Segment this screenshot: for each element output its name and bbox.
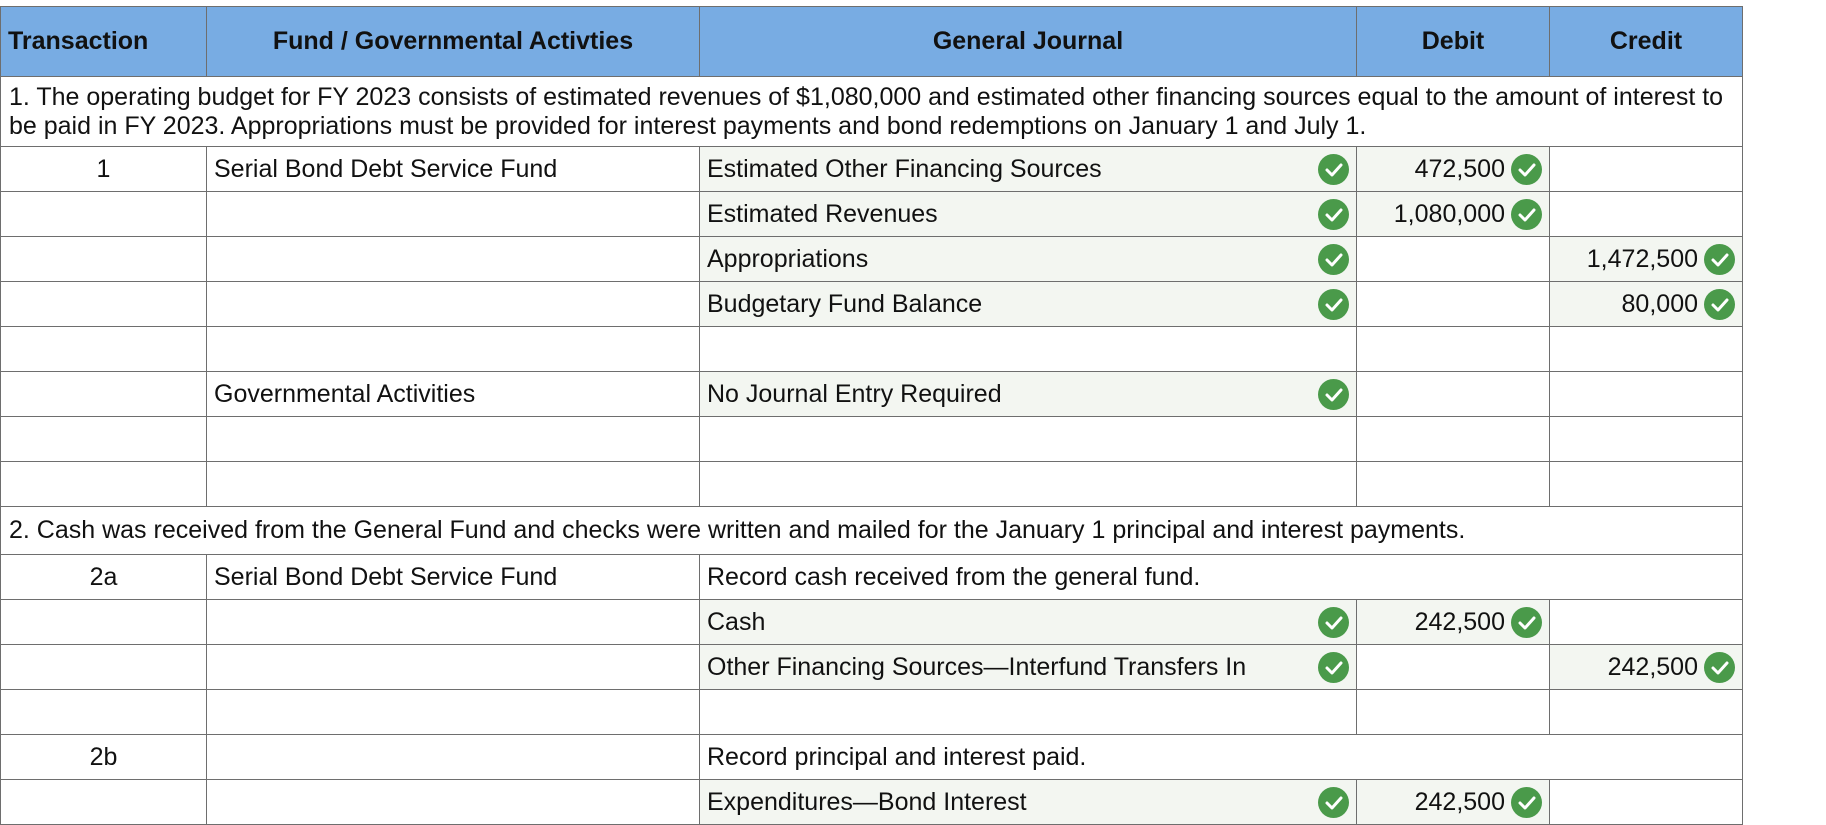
debit-cell[interactable] — [1357, 327, 1550, 372]
check-icon — [1704, 289, 1735, 320]
credit-cell[interactable] — [1550, 147, 1743, 192]
account-cell[interactable] — [700, 600, 1357, 645]
section-1-description: 1. The operating budget for FY 2023 consists of estimated revenues of $1,080,000 and estimated other financing sources equal to the amount of interest to be paid in FY 2023. Appropriations must be provided for interest payments and bond redemptions on January 1 and July 1. — [1, 77, 1743, 147]
debit-value: 242,500 — [1414, 787, 1505, 816]
debit-value: 1,080,000 — [1393, 199, 1505, 228]
check-icon — [1318, 154, 1349, 185]
table-row-empty — [1, 462, 1743, 507]
credit-cell[interactable] — [1550, 600, 1743, 645]
fund-name: Serial Bond Debt Service Fund — [207, 555, 700, 600]
account-cell[interactable] — [700, 192, 1357, 237]
credit-value: 80,000 — [1621, 289, 1698, 318]
check-icon — [1511, 154, 1542, 185]
account-name: Cash — [707, 607, 766, 636]
table-row — [1, 645, 1743, 690]
transaction-number-empty — [1, 237, 207, 282]
table-row-empty — [1, 417, 1743, 462]
table-row — [1, 555, 1743, 600]
entry-note: Record principal and interest paid. — [700, 735, 1743, 780]
check-icon — [1318, 787, 1349, 818]
section-1-description-row — [1, 77, 1743, 147]
section-2-description-row — [1, 507, 1743, 555]
debit-value: 472,500 — [1414, 154, 1505, 183]
transaction-number: 2a — [1, 555, 207, 600]
journal-table — [0, 6, 1743, 825]
transaction-number: 2b — [1, 735, 207, 780]
fund-name-empty — [207, 600, 700, 645]
account-name: Estimated Revenues — [707, 199, 938, 228]
debit-cell[interactable] — [1357, 690, 1550, 735]
credit-cell[interactable] — [1550, 327, 1743, 372]
header-row — [1, 7, 1743, 77]
credit-cell[interactable] — [1550, 192, 1743, 237]
account-cell[interactable] — [700, 462, 1357, 507]
account-cell[interactable] — [700, 417, 1357, 462]
fund-name: Serial Bond Debt Service Fund — [207, 147, 700, 192]
fund-name-empty — [207, 237, 700, 282]
header-transaction: Transaction — [1, 7, 207, 77]
check-icon — [1318, 379, 1349, 410]
debit-cell[interactable] — [1357, 462, 1550, 507]
fund-name-empty — [207, 780, 700, 825]
credit-cell[interactable] — [1550, 645, 1743, 690]
table-row-empty — [1, 327, 1743, 372]
debit-cell[interactable] — [1357, 417, 1550, 462]
fund-name: Governmental Activities — [207, 372, 700, 417]
table-row — [1, 735, 1743, 780]
fund-name-empty — [207, 192, 700, 237]
credit-cell[interactable] — [1550, 282, 1743, 327]
check-icon — [1318, 199, 1349, 230]
transaction-number-empty — [1, 372, 207, 417]
check-icon — [1318, 244, 1349, 275]
table-row — [1, 372, 1743, 417]
table-row — [1, 237, 1743, 282]
transaction-number-empty — [1, 192, 207, 237]
header-fund: Fund / Governmental Activties — [207, 7, 700, 77]
table-row — [1, 282, 1743, 327]
debit-cell[interactable] — [1357, 645, 1550, 690]
debit-cell[interactable] — [1357, 600, 1550, 645]
table-row — [1, 780, 1743, 825]
header-journal: General Journal — [700, 7, 1357, 77]
credit-value: 242,500 — [1607, 652, 1698, 681]
account-name: Expenditures—Bond Interest — [707, 787, 1027, 816]
header-credit: Credit — [1550, 7, 1743, 77]
account-cell[interactable] — [700, 690, 1357, 735]
check-icon — [1511, 607, 1542, 638]
table-row — [1, 600, 1743, 645]
debit-cell[interactable] — [1357, 237, 1550, 282]
check-icon — [1704, 244, 1735, 275]
debit-value: 242,500 — [1414, 607, 1505, 636]
account-name: Other Financing Sources—Interfund Transfers In — [707, 652, 1247, 681]
account-cell[interactable] — [700, 147, 1357, 192]
account-cell[interactable] — [700, 327, 1357, 372]
debit-cell[interactable] — [1357, 372, 1550, 417]
check-icon — [1511, 787, 1542, 818]
account-name: Budgetary Fund Balance — [707, 289, 983, 318]
credit-cell[interactable] — [1550, 780, 1743, 825]
debit-cell[interactable] — [1357, 780, 1550, 825]
entry-note: Record cash received from the general fund. — [700, 555, 1743, 600]
debit-cell[interactable] — [1357, 147, 1550, 192]
credit-cell[interactable] — [1550, 237, 1743, 282]
check-icon — [1318, 652, 1349, 683]
header-debit: Debit — [1357, 7, 1550, 77]
fund-name-empty — [207, 645, 700, 690]
credit-cell[interactable] — [1550, 417, 1743, 462]
check-icon — [1318, 289, 1349, 320]
table-row-empty — [1, 690, 1743, 735]
check-icon — [1704, 652, 1735, 683]
debit-cell[interactable] — [1357, 282, 1550, 327]
transaction-number-empty — [1, 282, 207, 327]
credit-cell[interactable] — [1550, 462, 1743, 507]
check-icon — [1318, 607, 1349, 638]
fund-name-empty — [207, 735, 700, 780]
credit-cell[interactable] — [1550, 372, 1743, 417]
account-name: No Journal Entry Required — [707, 379, 1002, 408]
check-icon — [1511, 199, 1542, 230]
credit-cell[interactable] — [1550, 690, 1743, 735]
debit-cell[interactable] — [1357, 192, 1550, 237]
account-name: Estimated Other Financing Sources — [707, 154, 1102, 183]
table-row — [1, 147, 1743, 192]
account-cell[interactable] — [700, 282, 1357, 327]
section-2-description: 2. Cash was received from the General Fund and checks were written and mailed for the January 1 principal and interest payments. — [1, 507, 1743, 555]
transaction-number-empty — [1, 600, 207, 645]
transaction-number: 1 — [1, 147, 207, 192]
transaction-number-empty — [1, 645, 207, 690]
account-cell[interactable] — [700, 645, 1357, 690]
credit-value: 1,472,500 — [1586, 244, 1698, 273]
transaction-number-empty — [1, 780, 207, 825]
table-row — [1, 192, 1743, 237]
fund-name-empty — [207, 282, 700, 327]
account-name: Appropriations — [707, 244, 869, 273]
account-cell[interactable] — [700, 237, 1357, 282]
account-cell[interactable] — [700, 780, 1357, 825]
account-cell[interactable] — [700, 372, 1357, 417]
